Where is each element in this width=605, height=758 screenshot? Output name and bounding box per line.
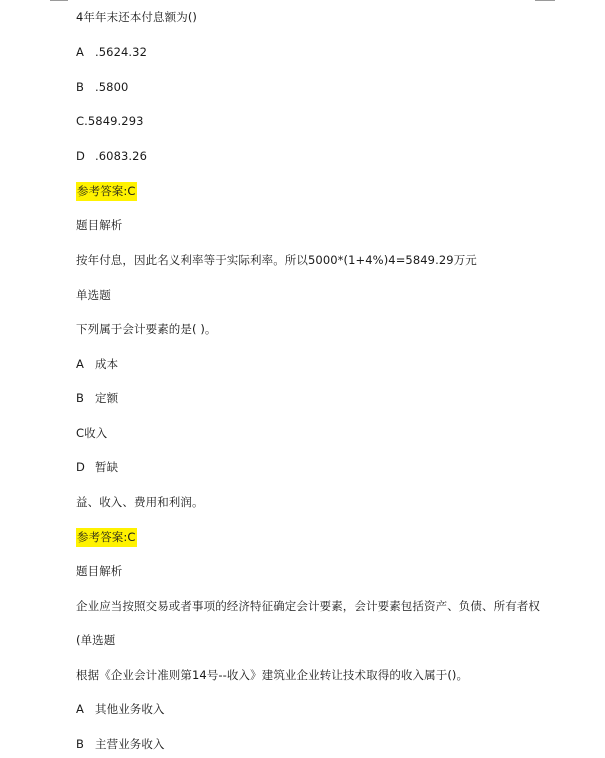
- page-corner-mark-right: [535, 0, 555, 1]
- option-d: [76, 459, 118, 475]
- answer-line: [76, 183, 137, 199]
- option-text: 其他业务收入: [95, 702, 165, 716]
- option-letter: D: [76, 460, 85, 474]
- option-letter: A: [76, 357, 84, 371]
- option-d: [76, 148, 147, 164]
- analysis-heading: 题目解析: [76, 218, 123, 232]
- question-stem: 下列属于会计要素的是( )。: [76, 322, 217, 336]
- option-a: [76, 44, 147, 60]
- option-text: 成本: [95, 357, 119, 371]
- option-b: [76, 79, 128, 95]
- option-b: [76, 390, 118, 406]
- option-c: C收入: [76, 426, 108, 440]
- question-type: 单选题: [76, 288, 111, 302]
- option-text: .6083.26: [95, 149, 148, 163]
- option-c: C.5849.293: [76, 114, 144, 128]
- option-a: [76, 356, 118, 372]
- analysis-text: 按年付息，因此名义利率等于实际利率。所以5000*(1+4%)4=5849.29万元: [76, 253, 477, 267]
- option-letter: B: [76, 391, 84, 405]
- answer-line: [76, 529, 137, 545]
- option-text: .5624.32: [95, 45, 148, 59]
- option-letter: A: [76, 45, 84, 59]
- analysis-heading: 题目解析: [76, 564, 123, 578]
- option-text: .5800: [95, 80, 129, 94]
- answer-highlight: 参考答案:C: [76, 182, 137, 201]
- option-text: 定额: [95, 391, 119, 405]
- option-letter: D: [76, 149, 85, 163]
- page-corner-mark-left: [50, 0, 68, 1]
- question-stem: 根据《企业会计准则第14号--收入》建筑业企业转让技术取得的收入属于()。: [76, 668, 469, 682]
- analysis-text-fragment: 益、收入、费用和利润。: [76, 495, 204, 509]
- option-text: 暂缺: [95, 460, 119, 474]
- option-a: [76, 701, 165, 717]
- option-letter: A: [76, 702, 84, 716]
- option-letter: B: [76, 737, 84, 751]
- option-letter: B: [76, 80, 84, 94]
- question-type: (单选题: [76, 633, 116, 647]
- answer-highlight: 参考答案:C: [76, 528, 137, 547]
- option-text: 主营业务收入: [95, 737, 165, 751]
- analysis-text: 企业应当按照交易或者事项的经济特征确定会计要素，会计要素包括资产、负债、所有者权: [76, 599, 540, 613]
- option-b: [76, 736, 165, 752]
- question-stem-line: 4年年末还本付息额为(): [76, 10, 197, 24]
